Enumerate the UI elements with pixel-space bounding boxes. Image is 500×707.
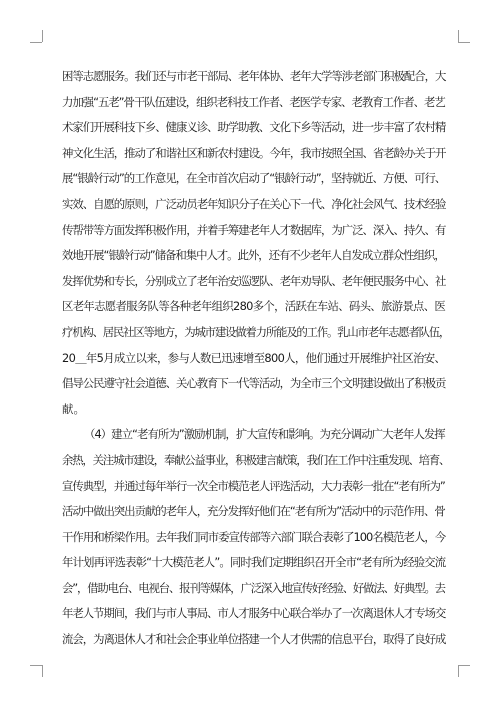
text-line: 献。	[62, 401, 85, 416]
crop-mark-top-left-h	[30, 42, 42, 43]
text-line: 疗机构、居民社区等地方，为城市建设做着力所能及的工作。乳山市老年志愿者队伍，	[62, 324, 450, 339]
text-line: 余热，关注城市建设，奉献公益事业，积极建言献策，我们在工作中注重发现、培育、	[62, 452, 450, 467]
crop-mark-top-right-h	[458, 42, 470, 43]
text-line: 倡导公民遵守社会道德、关心教育下一代等活动，为全市三个文明建设做出了积极贡	[62, 376, 446, 391]
text-line: 力加强“五老”骨干队伍建设，组织老科技工作者、老医学专家、老教育工作者、老艺	[62, 94, 445, 109]
text-line: 流会，为离退休人才和社会企事业单位搭建一个人才供需的信息平台，取得了良好成	[62, 632, 446, 647]
text-line: 区老年志愿者服务队等各种老年组织280多个，活跃在车站、码头、旅游景点、医	[62, 299, 446, 314]
text-line: 宣传典型，并通过每年举行一次全市模范老人评选活动，大力表彰一批在“老有所为”	[62, 478, 445, 493]
text-line: 效地开展“银龄行动”储备和集中人才。此外，还有不少老年人自发成立群众性组织，	[62, 248, 445, 263]
text-line: 发挥优势和专长，分别成立了老年治安巡逻队、老年劝导队、老年便民服务中心、社	[62, 273, 446, 288]
crop-mark-bottom-left-h	[30, 665, 42, 666]
text-line: 年老人节期间，我们与市人事局、市人才服务中心联合举办了一次离退休人才专场交	[62, 606, 446, 621]
crop-mark-bottom-left-v	[42, 665, 43, 677]
text-line: 困等志愿服务。我们还与市老干部局、老年体协、老年大学等涉老部门积极配合，大	[62, 69, 446, 83]
text-line: 展“银龄行动”的工作意见，在全市首次启动了“银龄行动”，坚持就近、方便、可行、	[62, 171, 446, 186]
text-line: 实效、自愿的原则，广泛动员老年知识分子在关心下一代、净化社会风气、技术经验	[62, 196, 446, 211]
text-line: 会”，借助电台、电视台、报刊等媒体，广泛深入地宣传好经验、好做法、好典型。去	[62, 580, 445, 595]
text-line: 神文化生活，推动了和谐社区和新农村建设。今年，我市按照全国、省老龄办关于开	[62, 145, 446, 160]
section-heading-line: （4）建立“老有所为”激励机制，扩大宣传和影响。为充分调动广大老年人发挥	[84, 427, 445, 442]
document-body	[62, 64, 450, 653]
crop-mark-top-left-v	[42, 30, 43, 42]
text-line: 干作用和桥梁作用。去年我们同市委宣传部等六部门联合表彰了100名模范老人，今	[62, 529, 446, 544]
crop-mark-bottom-right-h	[458, 665, 470, 666]
crop-mark-bottom-right-v	[458, 665, 459, 677]
text-line: 20＿年5月成立以来，参与人数已迅速增至800人，他们通过开展维护社区治安、	[62, 350, 446, 365]
text-line: 活动中做出突出贡献的老年人，充分发挥好他们在“老有所为”活动中的示范作用、骨	[62, 504, 445, 519]
text-line: 年计划再评选表彰“十大模范老人”。同时我们定期组织召开全市“老有所为经验交流	[62, 555, 446, 570]
text-line: 术家们开展科技下乡、健康义诊、助学助教、文化下乡等活动，进一步丰富了农村精	[62, 120, 446, 135]
text-line: 传帮带等方面发挥积极作用，并着手筹建老年人才数据库，为广泛、深入、持久、有	[62, 222, 446, 237]
crop-mark-top-right-v	[458, 30, 459, 42]
